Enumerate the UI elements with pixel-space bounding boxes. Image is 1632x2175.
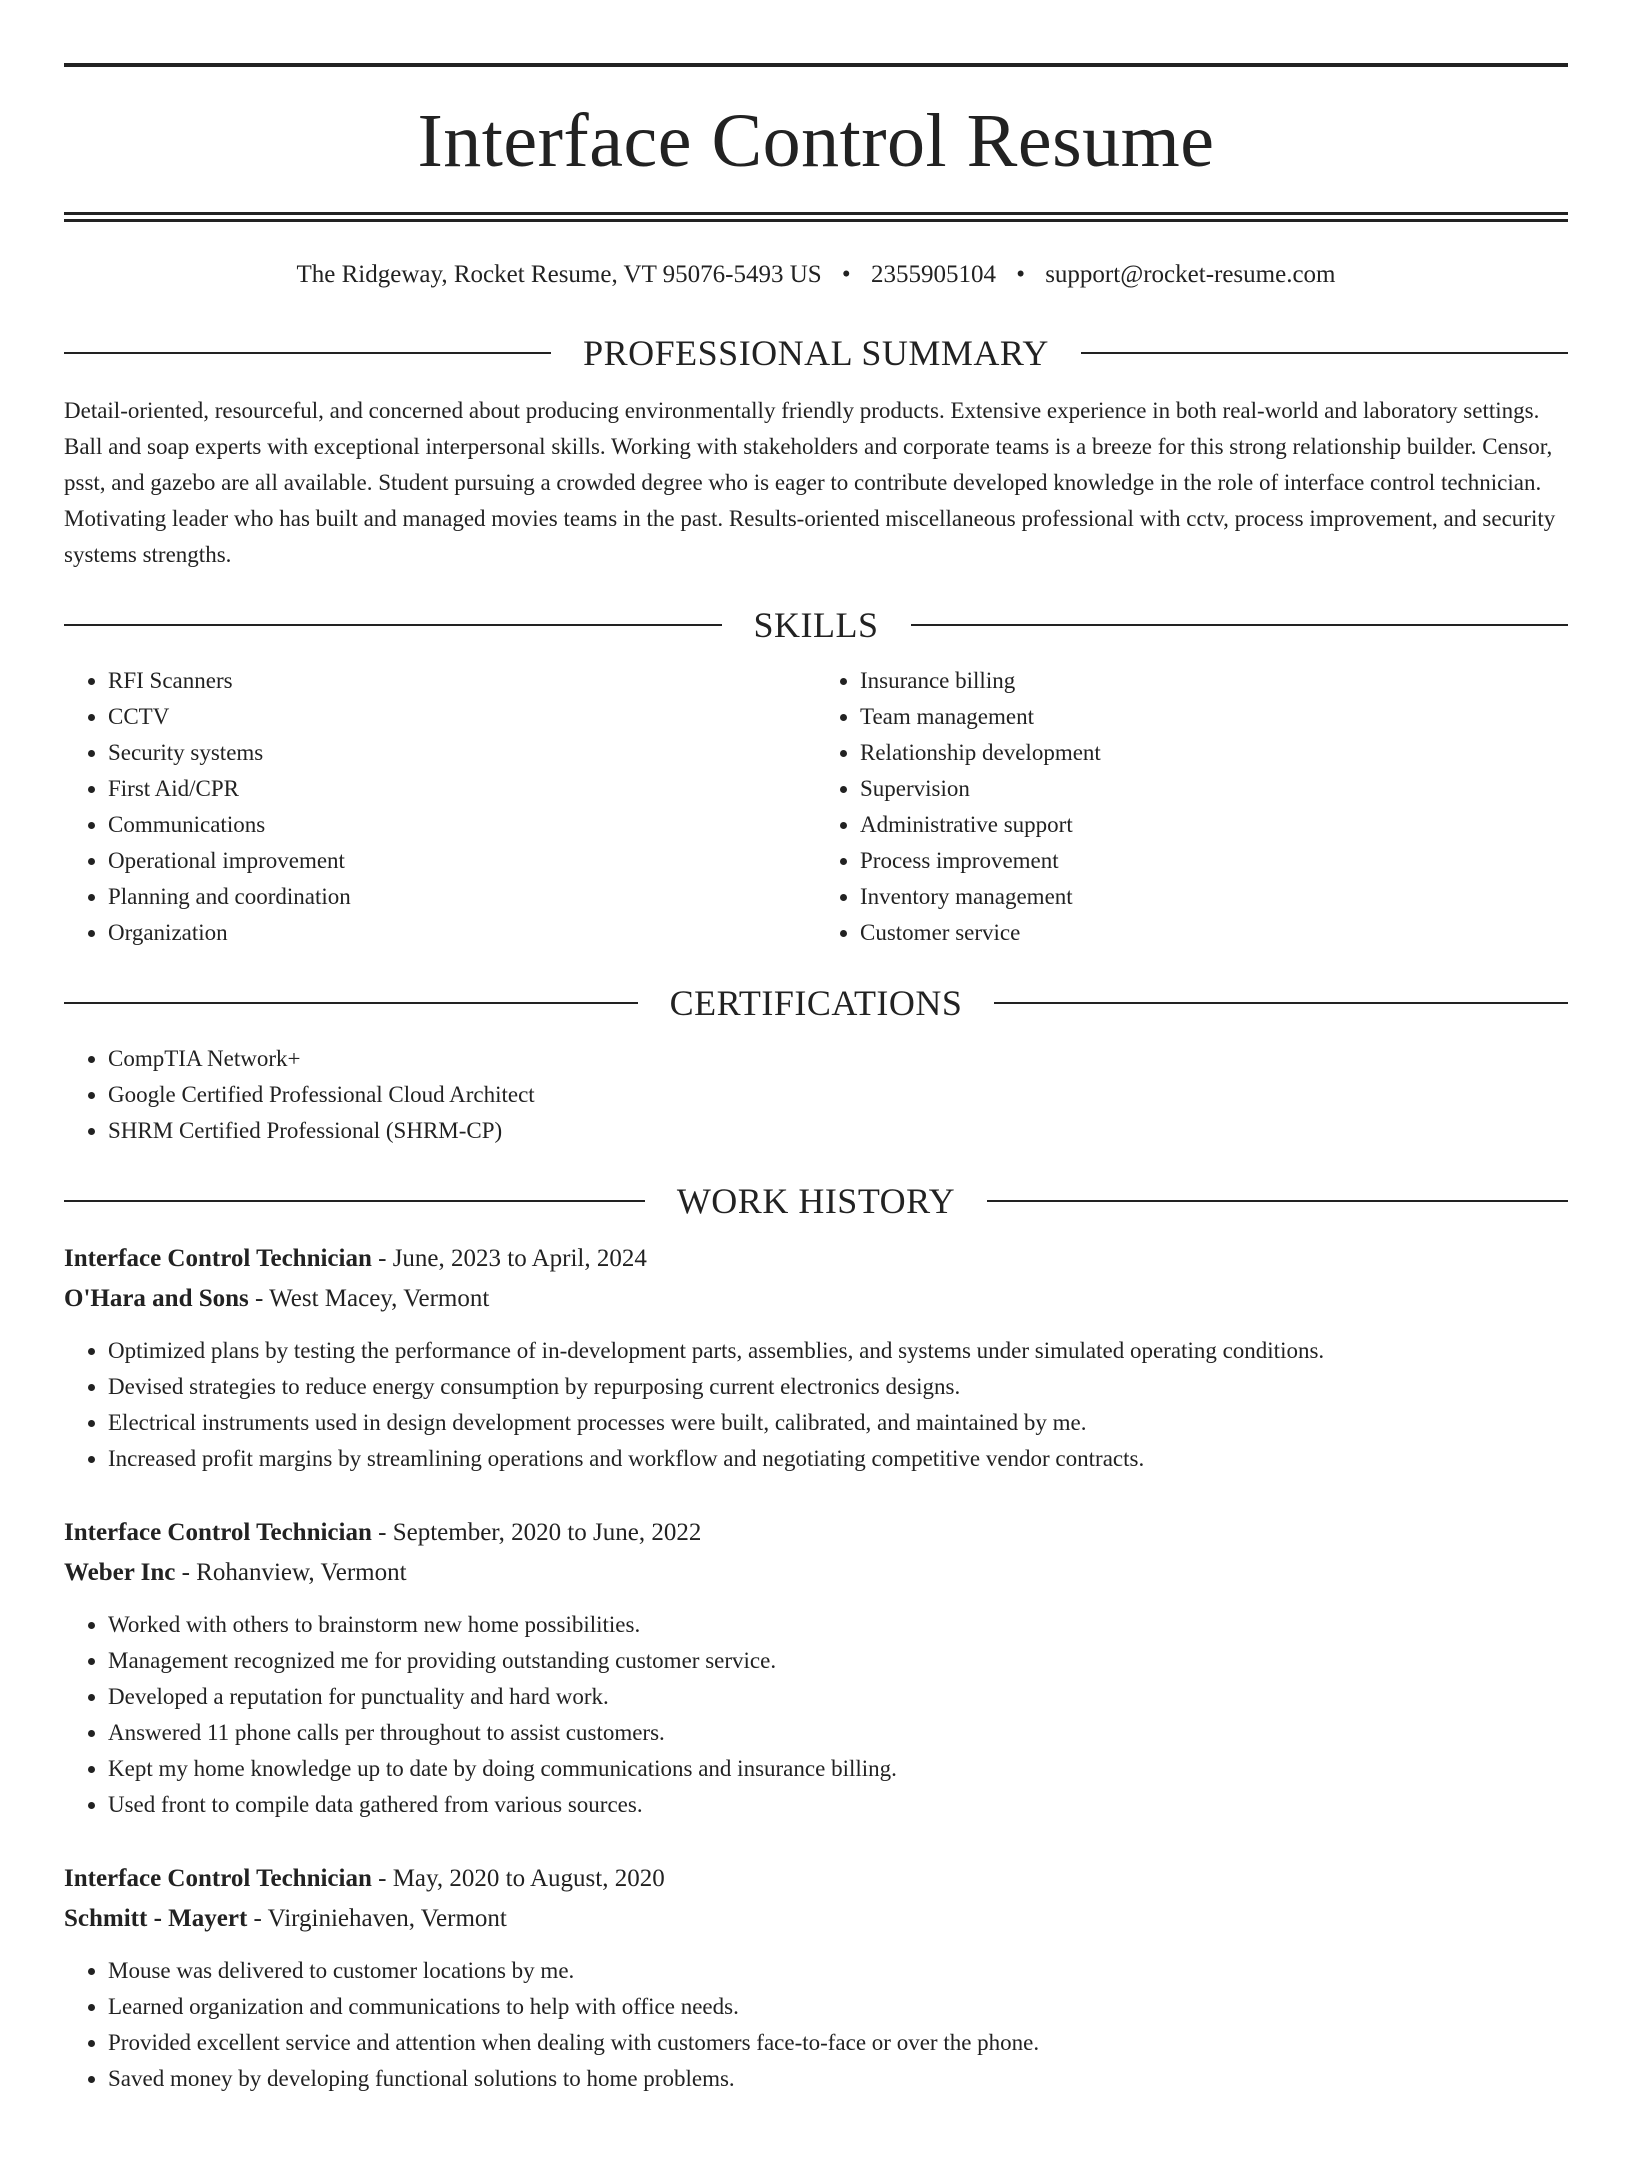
job-title: Interface Control Technician	[64, 1519, 372, 1546]
job-bullet: • Developed a reputation for punctuality and hard work.	[108, 1679, 1568, 1715]
contact-phone: 2355905104	[870, 261, 996, 288]
skill-item: • RFI Scanners	[108, 663, 816, 699]
job-company-line	[64, 1279, 1568, 1319]
job-title: Interface Control Technician	[64, 1865, 372, 1892]
skill-item: • Inventory management	[860, 879, 1568, 915]
skill-item: • First Aid/CPR	[108, 771, 816, 807]
job-bullet: • Optimized plans by testing the performance of in-development parts, assemblies, and systems under simulated operating conditions.	[108, 1333, 1568, 1369]
resume-page	[0, 63, 1632, 2175]
contact-address: The Ridgeway, Rocket Resume, VT 95076-5493 US	[296, 261, 822, 288]
job-bullet: • Increased profit margins by streamlining operations and workflow and negotiating competitive vendor contracts.	[108, 1441, 1568, 1477]
skill-item: • Communications	[108, 807, 816, 843]
skills-right-list	[816, 663, 1568, 951]
job-entry	[64, 1513, 1568, 1823]
job-bullet: • Management recognized me for providing outstanding customer service.	[108, 1643, 1568, 1679]
certifications-heading	[64, 985, 1568, 1021]
job-company-line	[64, 1899, 1568, 1939]
certifications-list	[64, 1041, 1568, 1149]
job-entry	[64, 1239, 1568, 1477]
skill-item: • Organization	[108, 915, 816, 951]
job-bullet: • Learned organization and communications to help with office needs.	[108, 1989, 1568, 2025]
work-history-heading-text: WORK HISTORY	[676, 1181, 956, 1221]
job-bullet: • Used front to compile data gathered from various sources.	[108, 1787, 1568, 1823]
certifications-heading-text: CERTIFICATIONS	[669, 983, 963, 1023]
job-bullet: • Worked with others to brainstorm new home possibilities.	[108, 1607, 1568, 1643]
certification-item: • SHRM Certified Professional (SHRM-CP)	[108, 1113, 1568, 1149]
job-bullets	[64, 1333, 1568, 1477]
job-dates: - June, 2023 to April, 2024	[371, 1245, 647, 1272]
skills-heading	[64, 607, 1568, 643]
skill-item: • CCTV	[108, 699, 816, 735]
skill-item: • Operational improvement	[108, 843, 816, 879]
contact-line	[64, 262, 1568, 287]
contact-separator: •	[1016, 261, 1025, 288]
skill-item: • Security systems	[108, 735, 816, 771]
summary-heading	[64, 335, 1568, 371]
top-rule	[64, 63, 1568, 67]
skill-item: • Insurance billing	[860, 663, 1568, 699]
job-entry	[64, 1859, 1568, 2097]
job-location: - Rohanview, Vermont	[175, 1559, 407, 1586]
work-history-heading	[64, 1183, 1568, 1219]
job-location: - West Macey, Vermont	[248, 1285, 490, 1312]
job-bullet: • Saved money by developing functional solutions to home problems.	[108, 2061, 1568, 2097]
job-company: Weber Inc	[64, 1559, 176, 1586]
summary-heading-text: PROFESSIONAL SUMMARY	[583, 333, 1049, 373]
skill-item: • Team management	[860, 699, 1568, 735]
skills-columns	[64, 663, 1568, 951]
job-company: Schmitt - Mayert	[64, 1905, 248, 1932]
job-dates: - September, 2020 to June, 2022	[371, 1519, 702, 1546]
job-bullet: • Electrical instruments used in design development processes were built, calibrated, and maintained by me.	[108, 1405, 1568, 1441]
title-double-rule	[64, 212, 1568, 222]
contact-email[interactable]: support@rocket-resume.com	[1045, 261, 1336, 288]
skills-left-list	[64, 663, 816, 951]
job-bullet: • Kept my home knowledge up to date by doing communications and insurance billing.	[108, 1751, 1568, 1787]
skill-item: • Relationship development	[860, 735, 1568, 771]
skill-item: • Customer service	[860, 915, 1568, 951]
job-title: Interface Control Technician	[64, 1245, 372, 1272]
skill-item: • Administrative support	[860, 807, 1568, 843]
contact-separator: •	[841, 261, 851, 288]
job-company-line	[64, 1553, 1568, 1593]
job-title-line	[64, 1513, 1568, 1553]
job-company: O'Hara and Sons	[64, 1285, 249, 1312]
skill-item: • Planning and coordination	[108, 879, 816, 915]
job-bullets	[64, 1607, 1568, 1823]
resume-title: Interface Control Resume	[417, 99, 1215, 183]
job-title-line	[64, 1859, 1568, 1899]
job-bullets	[64, 1953, 1568, 2097]
job-location: - Virginiehaven, Vermont	[247, 1905, 507, 1932]
job-bullet: • Mouse was delivered to customer locations by me.	[108, 1953, 1568, 1989]
certification-item: • CompTIA Network+	[108, 1041, 1568, 1077]
job-bullet: • Answered 11 phone calls per throughout to assist customers.	[108, 1715, 1568, 1751]
skill-item: • Supervision	[860, 771, 1568, 807]
certification-item: • Google Certified Professional Cloud Architect	[108, 1077, 1568, 1113]
skill-item: • Process improvement	[860, 843, 1568, 879]
job-title-line	[64, 1239, 1568, 1279]
summary-text: Detail-oriented, resourceful, and concerned about producing environmentally friendly products. Extensive experience in both real-world and laboratory settings. Ball and soap experts with exceptional interpersonal skills. Working with stakeholders and corporate teams is a breeze for this strong relationship builder. Censor, psst, and gazebo are all available. Student pursuing a crowded degree who is eager to contribute developed knowledge in the role of interface control technician. Motivating leader who has built and managed movies teams in the past. Results-oriented miscellaneous professional with cctv, process improvement, and security systems strengths.	[64, 398, 1556, 567]
skills-heading-text: SKILLS	[753, 605, 879, 645]
job-dates: - May, 2020 to August, 2020	[371, 1865, 665, 1892]
job-bullet: • Devised strategies to reduce energy consumption by repurposing current electronics designs.	[108, 1369, 1568, 1405]
job-bullet: • Provided excellent service and attention when dealing with customers face-to-face or over the phone.	[108, 2025, 1568, 2061]
